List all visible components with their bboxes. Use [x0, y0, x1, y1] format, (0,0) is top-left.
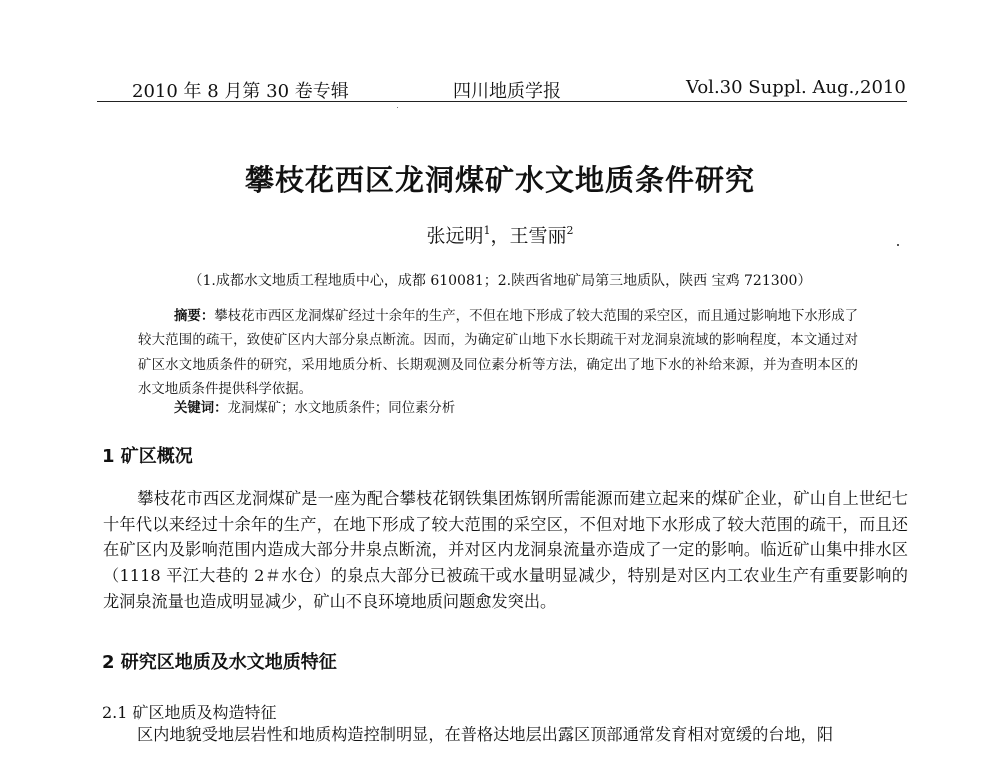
paragraph-text: 攀枝花市西区龙洞煤矿是一座为配合攀枝花钢铁集团炼钢所需能源而建立起来的煤矿企业，矿山自上世纪七十年代以来经过十余年的生产，在地下形成了较大范围的采空区，不但对地下水形成了较大范围的疏干，而且还在矿区内及影响范围内造成大部分井泉点断流，并对区内龙洞泉流量亦造成了一定的影响。临近矿山集中排水区（1118 平江大巷的 2＃水仓）的泉点大部分已被疏干或水量明显减少，特别是对区内工农业生产有重要影响的龙洞泉流量也造成明显减少，矿山不良环境地质问题愈发突出。 — [103, 489, 908, 611]
abstract-text: 攀枝花市西区龙洞煤矿经过十余年的生产，不但在地下形成了较大范围的采空区，而且通过影响地下水形成了较大范围的疏干，致使矿区内大部分泉点断流。因而，为确定矿山地下水长期疏干对龙洞泉流域的影响程度，本文通过对矿区水文地质条件的研究，采用地质分析、长期观测及同位素分析等方法，确定出了地下水的补给来源，并为查明本区的水文地质条件提供科学依据。 — [138, 309, 859, 398]
keywords-text: 龙洞煤矿；水文地质条件；同位素分析 — [227, 401, 456, 416]
abstract-label: 摘要： — [174, 309, 215, 324]
paragraph-text: 区内地貌受地层岩性和地质构造控制明显，在普格达地层出露区顶部通常发育相对宽缓的台地，阳 — [137, 725, 834, 744]
keywords — [174, 397, 455, 416]
paper-title: 攀枝花西区龙洞煤矿水文地质条件研究 — [244, 163, 755, 197]
running-header-volume: Vol.30 Suppl. Aug.,2010 — [686, 77, 906, 98]
affiliation-marker: 1 — [483, 224, 491, 237]
affiliations: （1.成都水文地质工程地质中心，成都 610081；2.陕西省地矿局第三地质队，陕西 宝鸡 721300） — [188, 273, 812, 289]
author-separator: ， — [490, 225, 510, 247]
section-heading: 2 研究区地质及水文地质特征 — [102, 652, 337, 673]
author-line — [0, 221, 1000, 248]
subsection-heading: 2.1 矿区地质及构造特征 — [102, 703, 277, 722]
body-paragraph — [103, 722, 908, 748]
scan-speck — [397, 107, 398, 108]
header-rule — [97, 101, 907, 102]
running-header-issue: 2010 年 8 月第 30 卷专辑 — [132, 81, 349, 102]
section-heading: 1 矿区概况 — [102, 446, 193, 467]
affiliation-marker: 2 — [566, 224, 574, 237]
abstract — [138, 305, 858, 403]
keywords-label: 关键词： — [174, 401, 228, 416]
body-paragraph — [103, 486, 908, 615]
author-name: 张远明 — [426, 225, 484, 247]
author-name: 王雪丽 — [509, 225, 567, 247]
running-header-journal: 四川地质学报 — [453, 81, 561, 102]
scan-speck — [897, 244, 899, 246]
